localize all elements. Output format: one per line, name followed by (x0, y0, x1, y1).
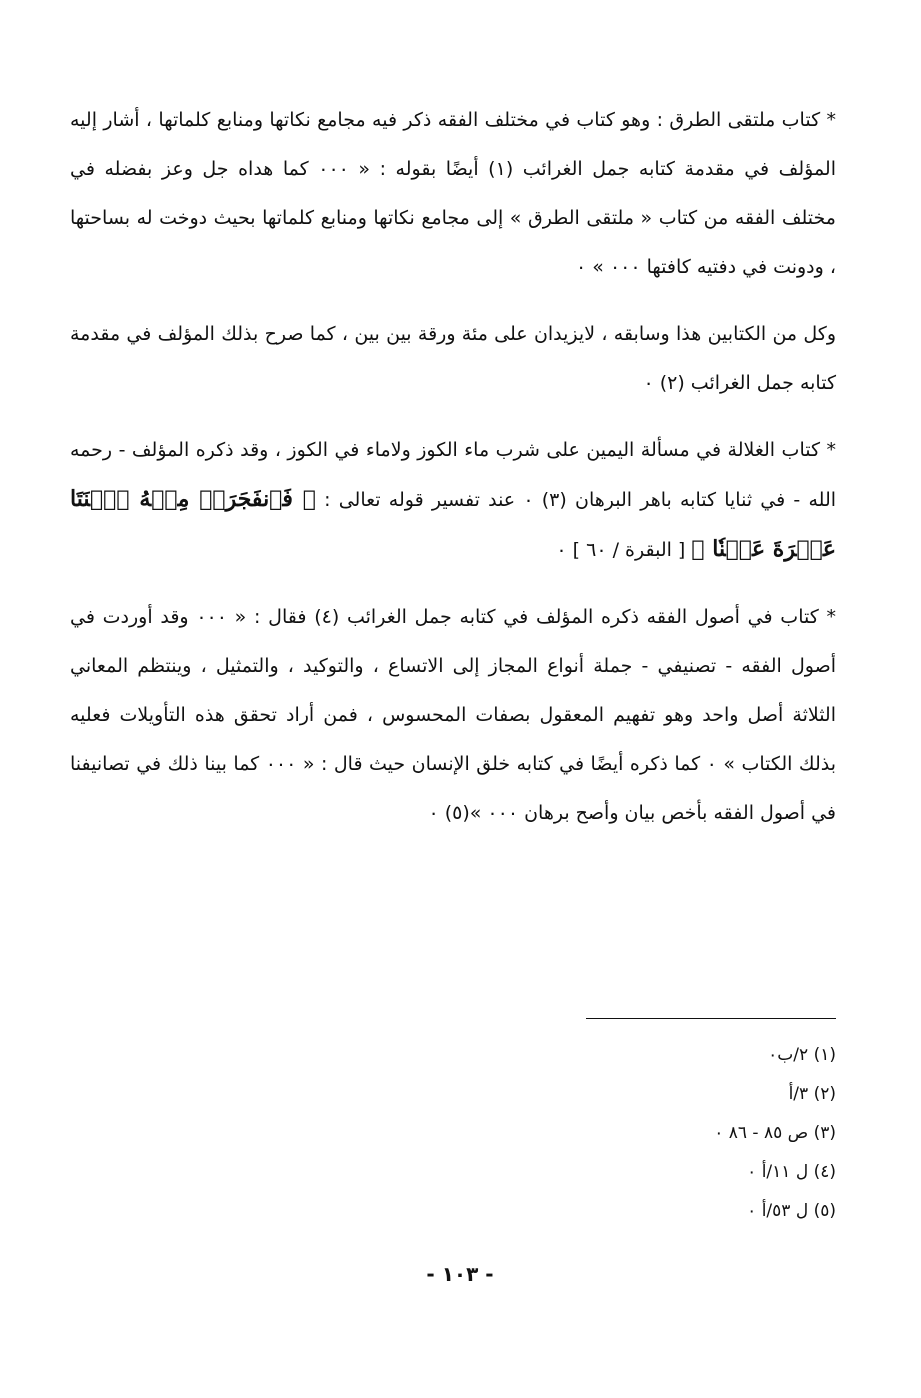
paragraph-two-books-note: وكل من الكتابين هذا وسابقه ، لايزيدان على مئة ورقة بين بين ، كما صرح بذلك المؤلف في مقدمة كتابه جمل الغرائب (٢) ٠ (70, 323, 836, 394)
paragraph-al-ghalala-text: * كتاب الغلالة في مسألة اليمين على شرب ماء الكوز ولاماء في الكوز ، وقد ذكره المؤلف - رحمه الله - في ثنايا كتابه باهر البرهان (٣) ٠ عند تفسير قوله تعالى : (70, 439, 837, 511)
page-number: - ١٠٣ - (426, 1262, 494, 1286)
footnotes-list (586, 1036, 836, 1231)
paragraph-al-ghalala (70, 426, 836, 575)
quran-citation: [ البقرة / ٦٠ ] ٠ (556, 539, 686, 561)
footnote-divider (586, 1018, 836, 1019)
main-text (70, 96, 836, 838)
paragraph-multaqa-al-turuq: * كتاب ملتقى الطرق : وهو كتاب في مختلف الفقه ذكر فيه مجامع نكاتها ومنابع كلماتها ، أشار إليه المؤلف في مقدمة كتابه جمل الغرائب (١) أيضًا بقوله : « ٠٠٠ كما هداه جل وعز بفضله في مختلف الفقه من كتاب « ملتقى الطرق » إلى مجامع نكاتها ومنابع كلماتها بحيث دوخت له بساحتها ، ودونت في دفتيه كافتها ٠٠٠ » ٠ (70, 109, 836, 278)
paragraph-usul-al-fiqh: * كتاب في أصول الفقه ذكره المؤلف في كتابه جمل الغرائب (٤) فقال : « ٠٠٠ وقد أوردت في أصول الفقه - تصنيفي - جملة أنواع المجاز إلى الاتساع ، والتوكيد ، والتمثيل ، وينتظم المعاني الثلاثة أصل واحد وهو تفهيم المعقول بصفات المحسوس ، فمن أراد تحقق هذه التأويلات فعليه بذلك الكتاب » ٠ كما ذكره أيضًا في كتابه خلق الإنسان حيث قال : « ٠٠٠ كما بينا ذلك في تصانيفنا في أصول الفقه بأخص بيان وأصح برهان ٠٠٠ »(٥) ٠ (70, 606, 836, 824)
footnote-1: (١) ٢/ب٠ (768, 1045, 836, 1065)
footnote-2: (٢) ٣/أ (788, 1084, 836, 1104)
quran-verse: ﴿ فَٱنفَجَرَتۡ مِنۡهُ ٱثۡنَتَا عَشۡرَةَ عَيۡنٗا ﴾ (70, 486, 836, 562)
footnote-3: (٣) ص ٨٥ - ٨٦ ٠ (714, 1123, 836, 1143)
footnote-4: (٤) ل ١١/أ ٠ (747, 1162, 836, 1182)
footnote-5: (٥) ل ٥٣/أ ٠ (747, 1201, 836, 1221)
